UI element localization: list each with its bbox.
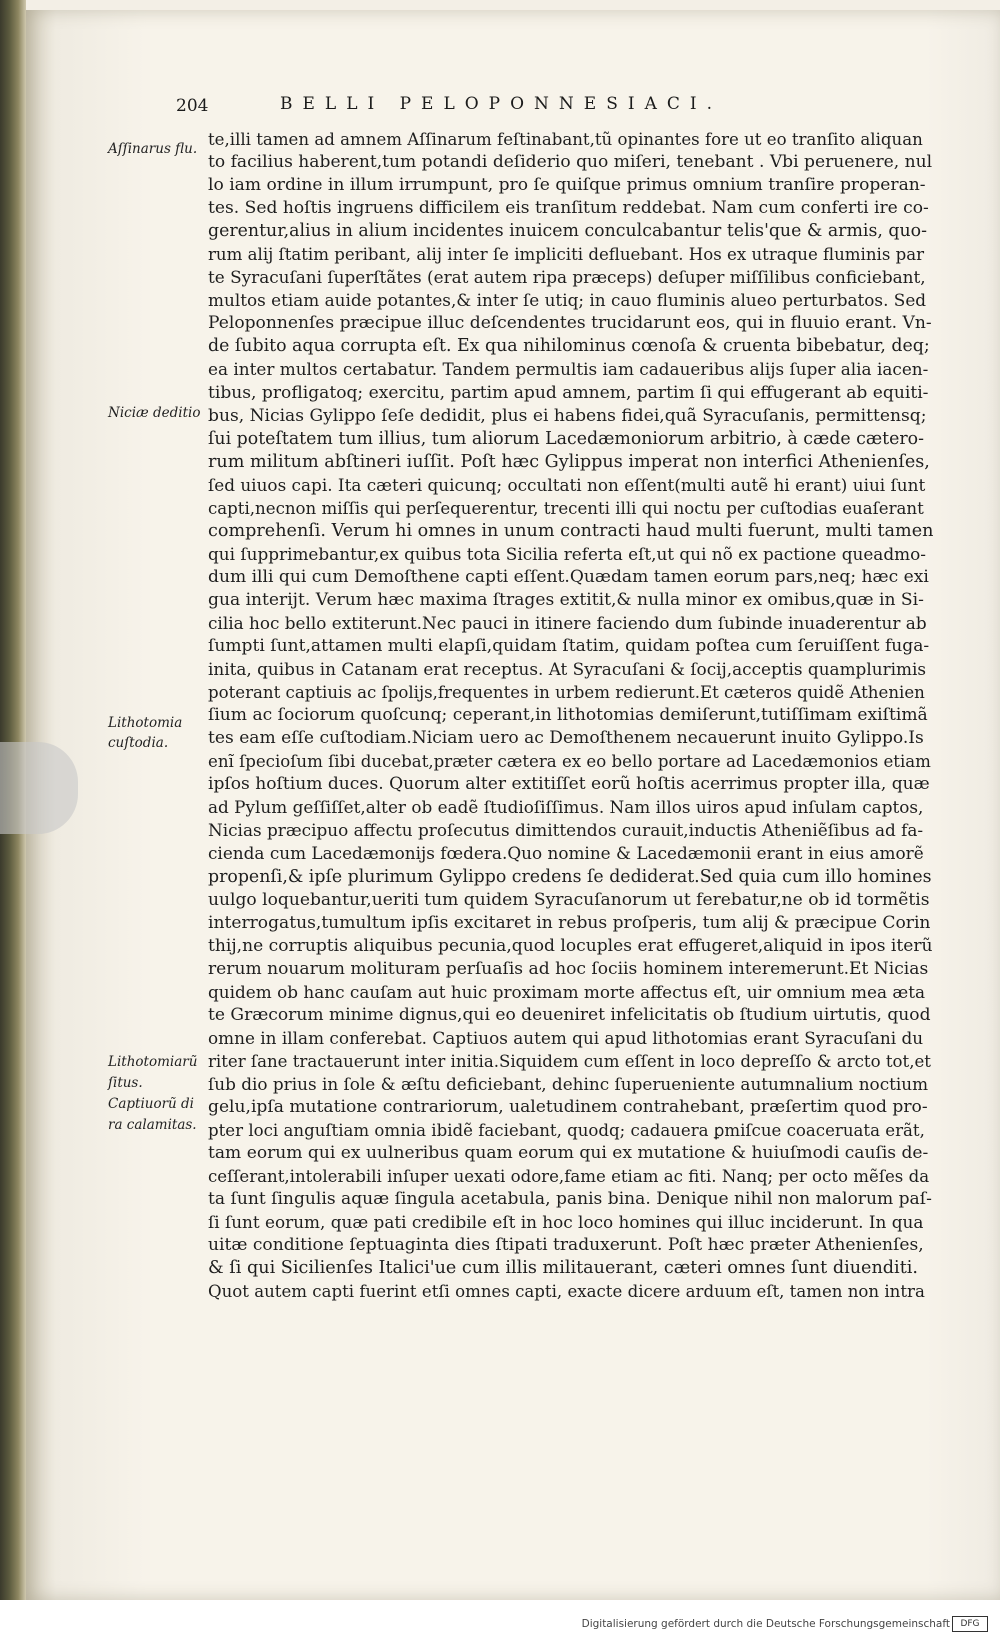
body-text-block bbox=[208, 128, 933, 1303]
dfg-logo: DFG bbox=[952, 1616, 988, 1632]
text-line: rerum nouarum molituram perſuaſis ad hoc ſociis hominem interemerunt.Et Nicias bbox=[208, 958, 929, 979]
text-line: interrogatus,tumultum ipſis excitaret in rebus proſperis, tum alij & præcipue Corin bbox=[208, 912, 931, 933]
text-line: omne in illam conferebat. Captiuos autem qui apud lithotomias erant Syracuſani du bbox=[208, 1027, 924, 1048]
text-line: riter ſane tractauerunt inter initia.Siquidem cum eſſent in loco depreſſo & arcto tot,et bbox=[208, 1051, 931, 1071]
text-line: te Syracuſani ſuperſtãtes (erat autem ripa præceps) deſuper miſſilibus conficiebant, bbox=[208, 267, 926, 288]
marginal-note: Lithotomia bbox=[108, 715, 183, 731]
text-line: gua interijt. Verum hæc maxima ſtrages extitit,& nulla minor ex omibus,quæ in Si- bbox=[208, 589, 924, 610]
text-line: de ſubito aqua corrupta eſt. Ex qua nihilominus cœnoſa & cruenta bibebatur, deq; bbox=[208, 336, 930, 357]
text-line: enĩ ſpecioſum ſibi ducebat,præter cætera ex eo bello portare ad Lacedæmonios etiam bbox=[208, 752, 931, 772]
text-line: bus, Nicias Gylippo ſeſe dedidit, plus ei habens fidei,quã Syracuſanis, permittensq; bbox=[208, 405, 927, 426]
text-line: ceſſerant,intolerabili inſuper uexati odore,fame etiam ac fiti. Nanq; per octo mẽſes da bbox=[208, 1167, 930, 1187]
text-line: & ſi qui Sicilienſes Italici'ue cum illis militauerant, cæteri omnes ſunt diuenditi. bbox=[208, 1258, 918, 1279]
footer-credit: Digitalisierung gefördert durch die Deutsche Forschungsgemeinschaft bbox=[581, 1618, 950, 1630]
text-line: tes eam eſſe cuſtodiam.Niciam uero ac Demoſthenem necauerunt inuito Gylippo.Is bbox=[208, 728, 924, 749]
text-line: uulgo loquebantur,ueriti tum quidem Syracuſanorum ut ferebatur,ne ob id tormẽtis bbox=[208, 889, 930, 910]
text-line: gelu,ipſa mutatione contrariorum, ualetudinem contrahebant, præſertim quod pro- bbox=[208, 1096, 928, 1117]
text-line: quidem ob hanc cauſam aut huic proximam morte affectus eſt, uir omnium mea æta bbox=[208, 981, 926, 1002]
text-line: ea inter multos certabatur. Tandem permultis iam cadaueribus alijs ſuper alia iacen- bbox=[208, 359, 929, 380]
running-head: BELLI PELOPONNESIACI. bbox=[280, 94, 722, 114]
text-line: ſub dio prius in ſole & æſtu deficiebant, dehinc ſuperueniente autumnalium noctium bbox=[208, 1073, 929, 1094]
marginal-note: cuſtodia. bbox=[108, 735, 169, 751]
text-line: uitæ conditione ſeptuaginta dies ſtipati traduxerunt. Poſt hæc præter Athenienſes, bbox=[208, 1235, 924, 1256]
text-line: ſi ſunt eorum, quæ pati credibile eſt in hoc loco homines qui illuc inciderunt. In qua bbox=[208, 1212, 924, 1233]
text-line: cilia hoc bello extiterunt.Nec pauci in itinere faciendo dum ſubinde inuaderentur ab bbox=[208, 612, 927, 633]
text-line: qui ſupprimebantur,ex quibus tota Sicilia referta eſt,ut qui nõ ex pactione queadmo- bbox=[208, 543, 926, 564]
text-line: tes. Sed hoſtis ingruens difficilem eis tranſitum reddebat. Nam cum conferti ire co- bbox=[208, 198, 929, 219]
footer-bar bbox=[0, 1600, 1000, 1636]
text-line: tam eorum qui ex uulneribus quam eorum qui ex mutatione & huiuſmodi cauſis de- bbox=[208, 1143, 929, 1164]
text-line: capti,necnon miſſis qui perſequerentur, trecenti illi qui noctu per cuſtodias euaſerant bbox=[208, 498, 924, 518]
text-line: dum illi qui cum Demoſthene capti eſſent.Quædam tamen eorum pars,neq; hæc exi bbox=[208, 566, 929, 587]
text-line: rum alij ſtatim peribant, alij inter ſe impliciti defluebant. Hos ex utraque fluminis par bbox=[208, 245, 925, 265]
text-line: to facilius haberent,tum potandi deſiderio quo miſeri, tenebant . Vbi peruenere, nul bbox=[208, 152, 933, 173]
text-line: lo iam ordine in illum irrumpunt, pro ſe quiſque primus omnium tranſire properan- bbox=[208, 175, 926, 196]
text-line: rum militum abſtineri iuſſit. Poſt hæc Gylippus imperat non interfici Athenienſes, bbox=[208, 451, 930, 472]
text-line: Peloponnenſes præcipue illuc deſcendentes trucidarunt eos, qui in fluuio erant. Vn- bbox=[208, 313, 932, 334]
page-number: 204 bbox=[176, 96, 209, 116]
text-line: ipſos hoſtium duces. Quorum alter extitiſſet eorũ hoſtis acerrimus propter illa, quæ bbox=[208, 774, 930, 795]
text-line: Quot autem capti fuerint etſi omnes capti, exacte dicere arduum eſt, tamen non intra bbox=[208, 1282, 925, 1302]
text-line: gerentur,alius in alium incidentes inuicem conculcabantur telis'que & armis, quo- bbox=[208, 221, 927, 242]
text-line: ſui poteſtatem tum illius, tum aliorum Lacedæmoniorum arbitrio, à cæde cætero- bbox=[208, 428, 924, 449]
text-line: te Græcorum minime dignus,qui eo deueniret infelicitatis ob ſtudium uirtutis, quod bbox=[208, 1004, 931, 1025]
marginal-note: ſitus. bbox=[108, 1075, 143, 1091]
text-line: inita, quibus in Catanam erat receptus. At Syracuſani & ſocij,acceptis quamplurimis bbox=[208, 659, 927, 680]
text-line: multos etiam auide potantes,& inter ſe utiq; in cauo fluminis alueo perturbatos. Sed bbox=[208, 290, 927, 311]
marginal-note: Aſſinarus flu. bbox=[108, 141, 198, 157]
text-line: tibus, profligatoq; exercitu, partim apud amnem, partim ſi qui effugerant ab equiti- bbox=[208, 382, 929, 403]
text-line: poterant captiuis ac ſpolijs,frequentes in urbem redierunt.Et cæteros quidẽ Athenien bbox=[208, 683, 925, 703]
text-line: ſumpti ſunt,attamen multi elapſi,quidam ſtatim, quidam poſtea cum ſeruiſſent fuga- bbox=[208, 636, 930, 657]
marginal-note: Captiuorũ di bbox=[108, 1096, 194, 1112]
marginal-note: ra calamitas. bbox=[108, 1117, 197, 1133]
text-line: propenſi,& ipſe plurimum Gylippo credens ſe dediderat.Sed quia cum illo homines bbox=[208, 866, 932, 887]
text-line: ſed uiuos capi. Ita cæteri quicunq; occultati non eſſent(multi autẽ hi erant) uiui ſunt bbox=[208, 474, 926, 495]
text-line: Nicias præcipuo affectu proſecutus dimittendos curauit,inductis Atheniẽſibus ad fa- bbox=[208, 820, 924, 841]
text-line: thij,ne corruptis aliquibus pecunia,quod locuples erat effugeret,aliquid in ipos iterũ bbox=[208, 935, 933, 956]
marginal-note: Niciæ deditio bbox=[108, 405, 201, 421]
text-line: ad Pylum geſſiſſet,alter ob eadẽ ſtudioſiſſimus. Nam illos uiros apud inſulam captos, bbox=[208, 797, 924, 818]
text-line: comprehenſi. Verum hi omnes in unum contracti haud multi fuerunt, multi tamen bbox=[208, 520, 933, 541]
text-line: cienda cum Lacedæmonijs fœdera.Quo nomine & Lacedæmonii erant in eius amorẽ bbox=[208, 843, 924, 864]
marginal-note: Lithotomiarũ bbox=[108, 1054, 198, 1070]
text-line: te,illi tamen ad amnem Aſſinarum feſtinabant,tũ opinantes fore ut eo tranſito aliquan bbox=[208, 130, 923, 149]
text-line: ſium ac ſociorum quoſcunq; ceperant,in lithotomias demiſerunt,tutiſſimam exiſtimã bbox=[208, 705, 928, 726]
page-marker-strip bbox=[0, 742, 78, 834]
text-line: pter loci anguſtiam omnia ibidẽ faciebant, quodq; cadauera ꝑmiſcue coaceruata erãt, bbox=[208, 1121, 925, 1141]
text-line: ta ſunt ſingulis aquæ ſingula acetabula, panis bina. Denique nihil non malorum paſ- bbox=[208, 1189, 932, 1210]
